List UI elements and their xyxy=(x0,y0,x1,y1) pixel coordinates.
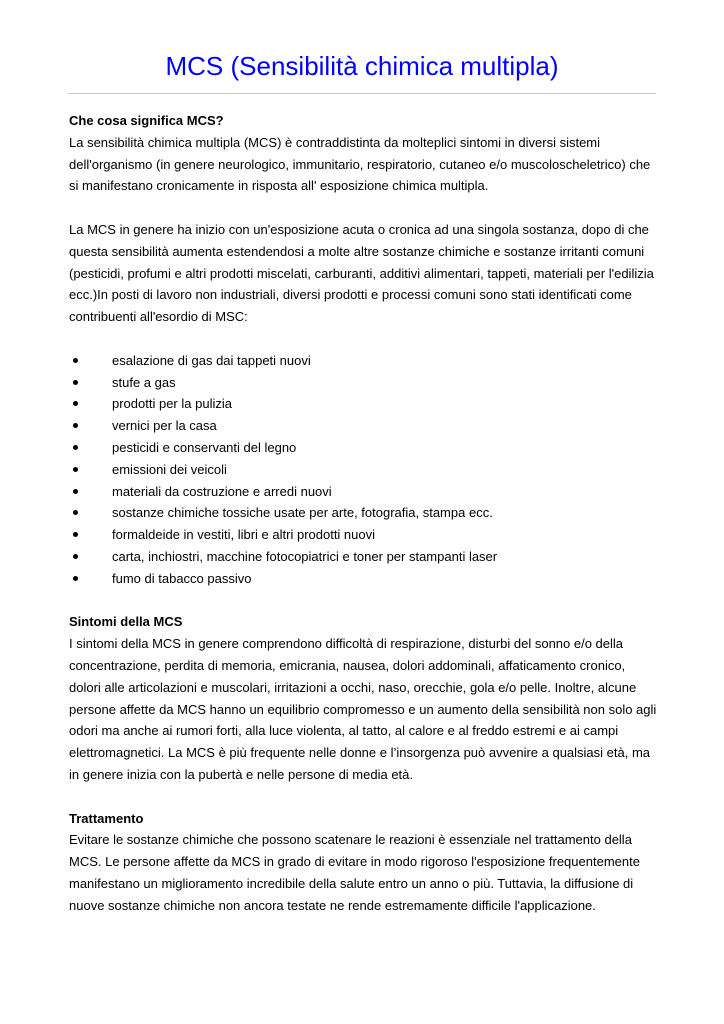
list-item xyxy=(69,372,659,394)
list-item xyxy=(69,415,659,437)
list-item-text: materiali da costruzione e arredi nuovi xyxy=(112,483,332,499)
bullet-icon xyxy=(73,401,78,406)
list-item xyxy=(69,502,659,524)
list-item xyxy=(69,393,659,415)
paragraph-spacer xyxy=(69,197,659,219)
definition-paragraph-2: La MCS in genere ha inizio con un'esposizione acuta o cronica ad una singola sostanza, dopo di che questa sensibilità aumenta estendendosi a molte altre sostanze chimiche e sostanze irritanti comuni (pesticidi, profumi e altri prodotti miscelati, carburanti, additivi alimentari, tappeti, materiali per l'edilizia ecc.)In posti di lavoro non industriali, diversi prodotti e processi comuni sono stati identificati come contribuenti all'esordio di MSC: xyxy=(69,221,654,325)
bullet-icon xyxy=(73,554,78,559)
list-item-text: fumo di tabacco passivo xyxy=(112,570,252,586)
list-item xyxy=(69,350,659,372)
list-item-text: stufe a gas xyxy=(112,374,176,390)
list-item xyxy=(69,546,659,568)
list-item xyxy=(69,481,659,503)
list-item-text: emissioni dei veicoli xyxy=(112,461,227,477)
bullet-icon xyxy=(73,358,78,363)
symptoms-paragraph: I sintomi della MCS in genere comprendono difficoltà di respirazione, disturbi del sonno e/o della concentrazione, perdita di memoria, emicrania, nausea, dolori addominali, affaticamento cronico, dolori alle articolazioni e muscolari, irritazioni a occhi, naso, orecchie, gola e/o pelle. Inoltre, alcune persone affette da MCS hanno un equilibrio compromesso e un aumento della sensibilità non solo agli odori ma anche ai rumori forti, alla luce violenta, al tatto, al calore e al freddo estremi e ai campi elettromagnetici. La MCS è più frequente nelle donne e l’insorgenza può avvenire a qualsiasi età, ma in genere inizia con la pubertà e nelle persone di media età. xyxy=(69,636,657,782)
paragraph-spacer xyxy=(69,590,659,612)
list-item xyxy=(69,459,659,481)
bullet-icon xyxy=(73,489,78,494)
title-divider xyxy=(68,93,656,94)
paragraph-spacer xyxy=(69,328,659,350)
exposure-sources-list xyxy=(69,350,659,590)
list-item xyxy=(69,524,659,546)
treatment-heading: Trattamento xyxy=(69,810,144,826)
bullet-icon xyxy=(73,423,78,428)
treatment-paragraph: Evitare le sostanze chimiche che possono scatenare le reazioni è essenziale nel trattamento della MCS. Le persone affette da MCS in grado di evitare in modo rigoroso l'esposizione frequentemente manifestano un miglioramento incredibile della salute entro un anno o più. Tuttavia, la diffusione di nuove sostanze chimiche non ancora testate ne rende estremamente difficile l'applicazione. xyxy=(69,832,640,913)
document-body xyxy=(69,110,659,916)
list-item xyxy=(69,437,659,459)
page-title: MCS (Sensibilità chimica multipla) xyxy=(165,51,559,81)
bullet-icon xyxy=(73,380,78,385)
paragraph-spacer xyxy=(69,786,659,808)
list-item-text: prodotti per la pulizia xyxy=(112,396,232,412)
bullet-icon xyxy=(73,510,78,515)
bullet-icon xyxy=(73,576,78,581)
list-item-text: esalazione di gas dai tappeti nuovi xyxy=(112,352,311,368)
list-item-text: pesticidi e conservanti del legno xyxy=(112,439,297,455)
list-item xyxy=(69,568,659,590)
definition-heading: Che cosa significa MCS? xyxy=(69,113,224,128)
list-item-text: formaldeide in vestiti, libri e altri prodotti nuovi xyxy=(112,527,376,543)
symptoms-heading: Sintomi della MCS xyxy=(69,614,183,630)
definition-paragraph-1: La sensibilità chimica multipla (MCS) è contraddistinta da molteplici sintomi in diversi sistemi dell'organismo (in genere neurologico, immunitario, respiratorio, cutaneo e/o muscoloscheletrico) che si manifestano cronicamente in risposta all' esposizione chimica multipla. xyxy=(69,134,651,194)
list-item-text: vernici per la casa xyxy=(112,418,217,434)
bullet-icon xyxy=(73,532,78,537)
bullet-icon xyxy=(73,467,78,472)
list-item-text: carta, inchiostri, macchine fotocopiatrici e toner per stampanti laser xyxy=(112,548,498,564)
list-item-text: sostanze chimiche tossiche usate per arte, fotografia, stampa ecc. xyxy=(112,505,493,521)
bullet-icon xyxy=(73,445,78,450)
